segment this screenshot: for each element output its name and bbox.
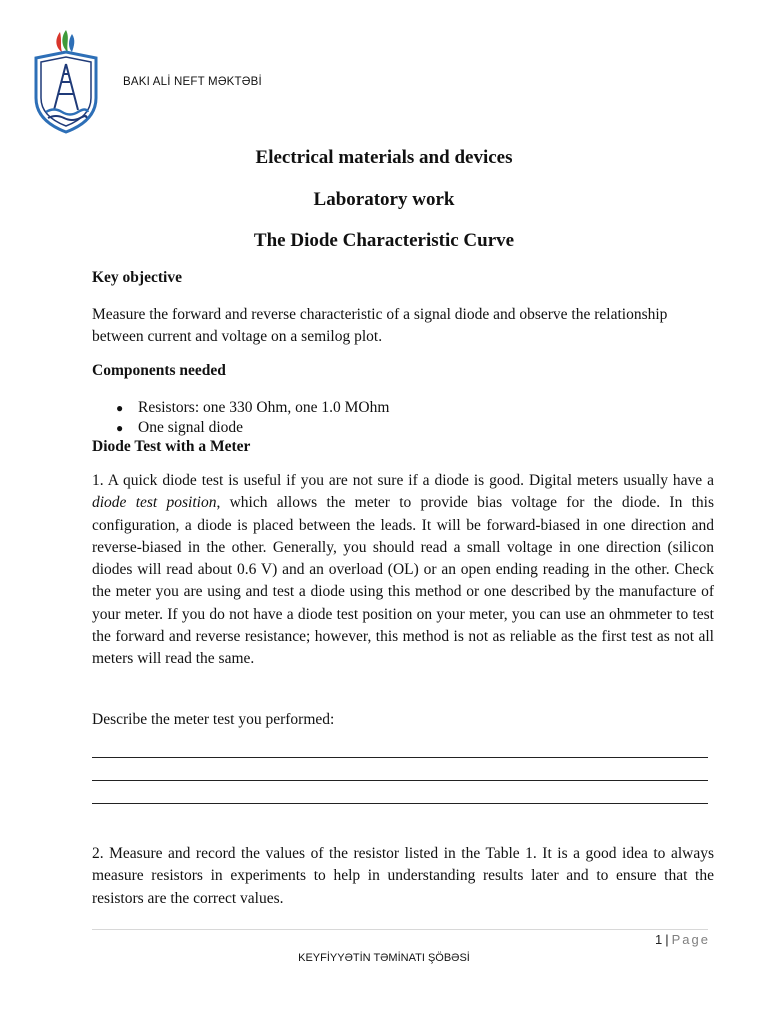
- components-list: [92, 398, 389, 438]
- diode-test-paragraph-2: 2. Measure and record the values of the resistor listed in the Table 1. It is a good idea to always measure resistors in experiments to help in understanding results later and to ensure that the resistors are the correct values.: [92, 845, 714, 907]
- school-emblem-icon: [32, 28, 100, 136]
- footer-divider: [92, 929, 708, 930]
- key-objective-text: Measure the forward and reverse characteristic of a signal diode and observe the relationship between current and voltage on a semilog plot.: [92, 306, 668, 346]
- experiment-title: The Diode Characteristic Curve: [253, 230, 515, 251]
- school-name: BAKI ALİ NEFT MƏKTƏBİ: [123, 76, 262, 88]
- page-word: Page: [671, 932, 710, 947]
- list-item: [92, 398, 389, 418]
- answer-lines[interactable]: [92, 740, 708, 809]
- describe-prompt: Describe the meter test you performed:: [92, 711, 335, 728]
- lab-title: Laboratory work: [313, 189, 455, 210]
- bullet-icon: ●: [116, 401, 124, 415]
- page-number-value: 1: [655, 932, 663, 947]
- course-title: Electrical materials and devices: [255, 147, 513, 168]
- component-text: One signal diode: [138, 419, 244, 436]
- components-heading: Components needed: [92, 362, 226, 379]
- answer-line[interactable]: [92, 740, 708, 763]
- footer-department: KEYFİYYƏTİN TƏMİNATI ŞÖBƏSİ: [298, 952, 470, 964]
- key-objective-heading: Key objective: [92, 269, 182, 286]
- page-separator: |: [665, 932, 669, 947]
- diode-test-paragraph-1: [92, 470, 714, 671]
- bullet-icon: ●: [116, 421, 124, 435]
- answer-line[interactable]: [92, 763, 708, 786]
- p1-emphasis: diode test position: [92, 494, 217, 512]
- p1-text-before: 1. A quick diode test is useful if you are not sure if a diode is good. Digital meters usually have a: [92, 472, 714, 489]
- diode-test-heading: Diode Test with a Meter: [92, 438, 251, 455]
- component-text: Resistors: one 330 Ohm, one 1.0 MOhm: [138, 399, 390, 416]
- list-item: [92, 418, 389, 438]
- answer-line[interactable]: [92, 786, 708, 809]
- p1-text-after: , which allows the meter to provide bias voltage for the diode. In this configuration, a diode is placed between the leads. It will be forward-biased in one direction and reverse-biased in the other. Generally, you should read a small voltage in one direction (silicon diodes will read about 0.6 V) and an overload (OL) or an open ending reading in the other. Check the meter you are using and test a diode using this method or one described by the manufacture of your meter. If you do not have a diode test position on your meter, you can use an ohmmeter to test the forward and reverse resistance; however, this method is not as reliable as the first test as not all meters will read the same.: [92, 494, 714, 668]
- page-number: [655, 932, 710, 947]
